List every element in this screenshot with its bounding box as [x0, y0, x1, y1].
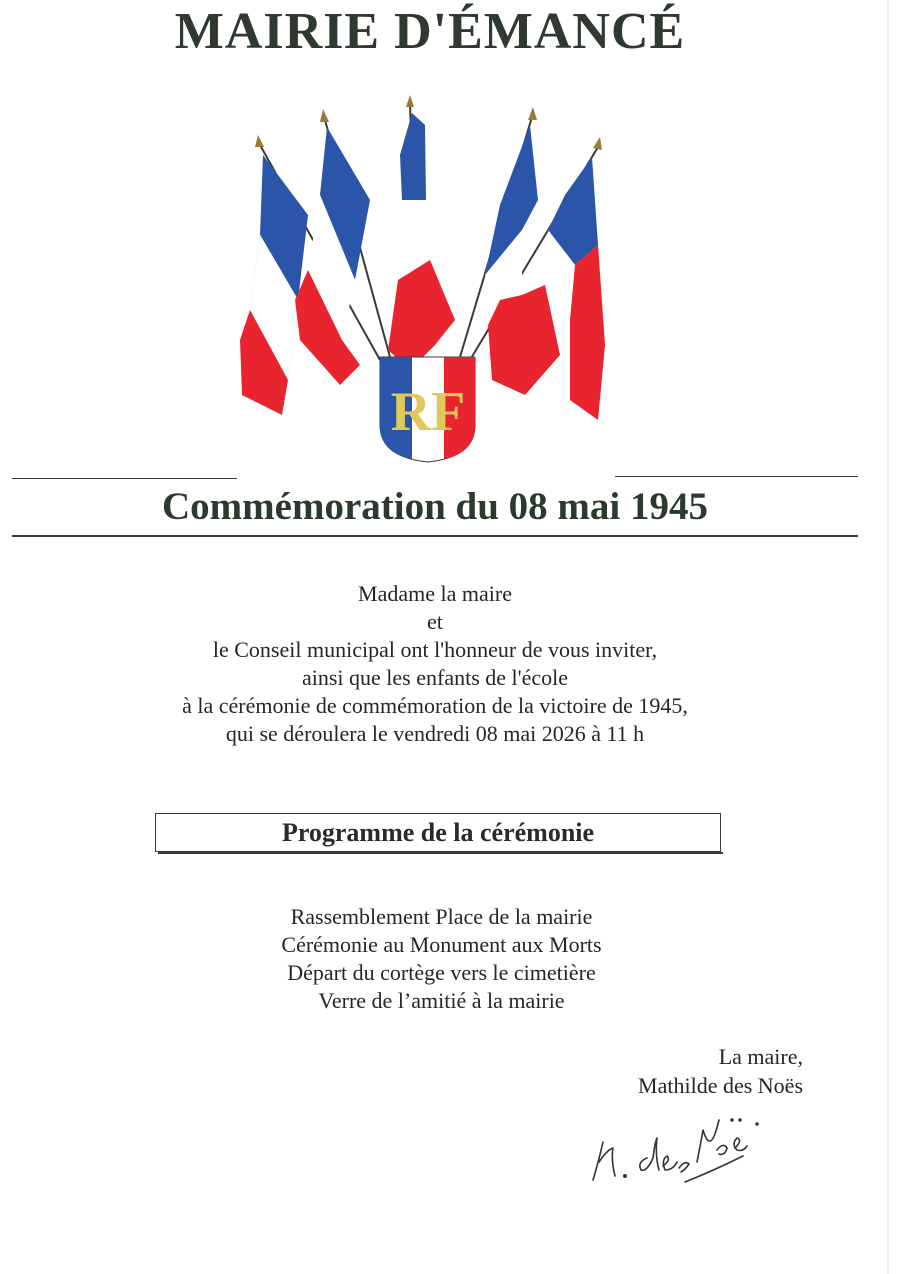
program-heading-box: [155, 813, 721, 852]
divider-right: [615, 476, 858, 477]
rf-shield: [380, 357, 475, 462]
flag-4: [485, 125, 560, 395]
flag-1: [240, 155, 308, 415]
rf-monogram: RF: [390, 381, 466, 443]
page-title: MAIRIE D'ÉMANCÉ: [174, 3, 686, 60]
finials: [255, 95, 602, 150]
flag-3: [388, 113, 455, 370]
signatory-name: Mathilde des Noës: [638, 1073, 803, 1098]
flag-2: [295, 127, 370, 385]
invitation-text: [0, 580, 870, 748]
program-item: Rassemblement Place de la mairie: [290, 904, 593, 929]
invitation-line: le Conseil municipal ont l'honneur de vous inviter,: [212, 637, 658, 662]
program-item: Cérémonie au Monument aux Morts: [281, 932, 602, 957]
flag-5: [548, 157, 605, 420]
program-item: Verre de l’amitié à la mairie: [318, 988, 565, 1013]
invitation-line: Madame la maire: [358, 581, 512, 606]
event-title: Commémoration du 08 mai 1945: [162, 485, 708, 528]
flags-emblem: [230, 95, 620, 470]
program-list: [0, 903, 883, 1015]
invitation-line: à la cérémonie de commémoration de la victoire de 1945,: [182, 693, 688, 718]
divider-left: [12, 478, 237, 479]
invitation-line: ainsi que les enfants de l'école: [301, 665, 569, 690]
invitation-line: qui se déroulera le vendredi 08 mai 2026 à 11 h: [225, 721, 645, 746]
invitation-line: et: [427, 609, 443, 634]
program-title: Programme de la cérémonie: [281, 818, 595, 847]
signatory-role: La maire,: [718, 1044, 803, 1069]
divider-bottom: [12, 535, 858, 537]
page-edge: [887, 0, 889, 1274]
program-item: Départ du cortège vers le cimetière: [287, 960, 596, 985]
handwritten-signature: [585, 1090, 775, 1190]
